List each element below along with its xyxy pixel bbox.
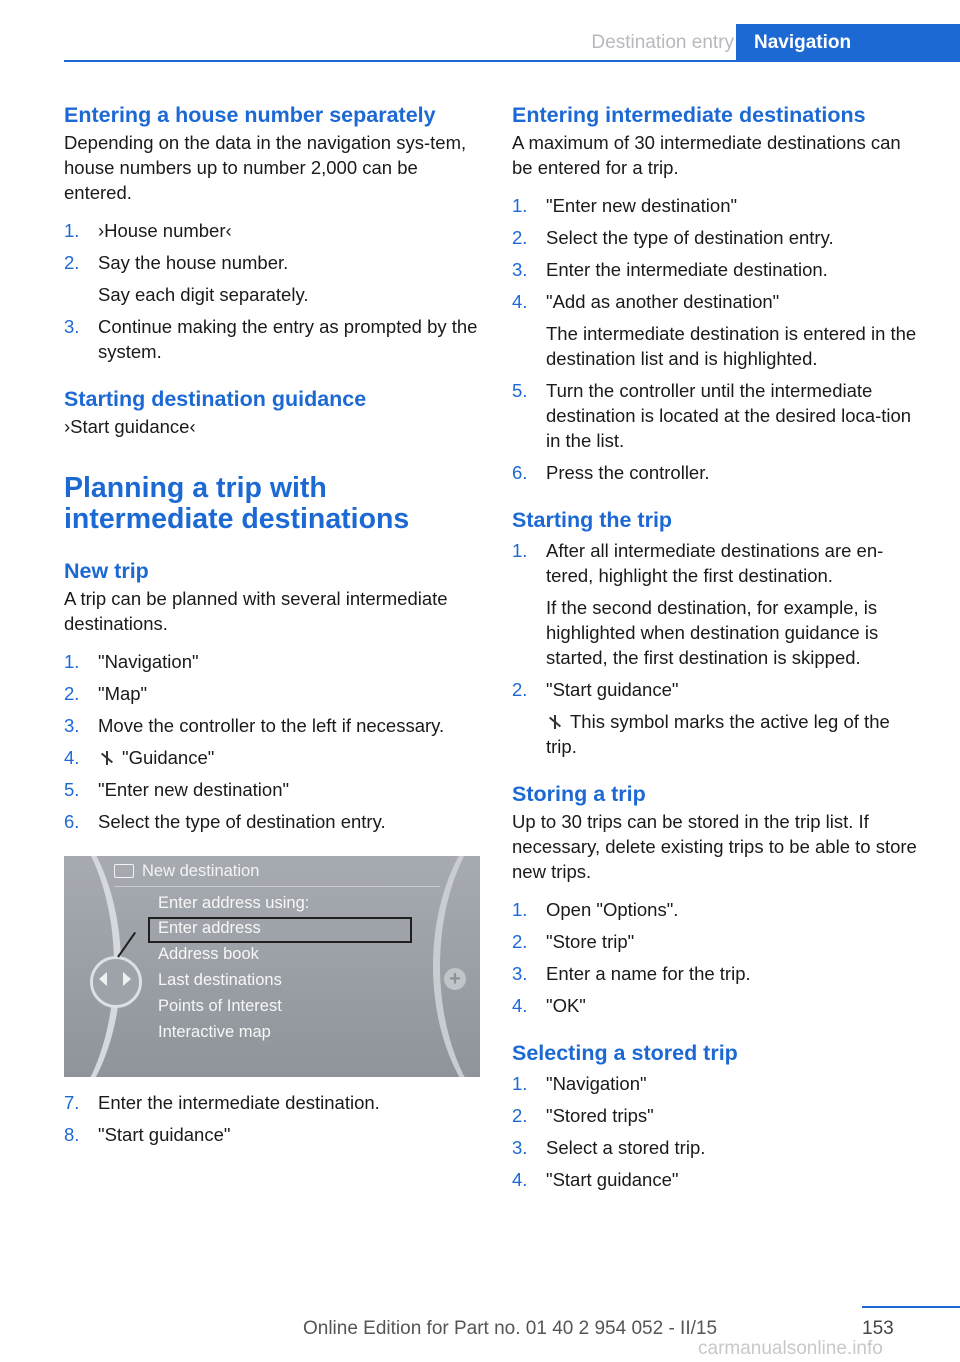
right-column xyxy=(512,100,922,1192)
plus-icon: + xyxy=(444,968,466,990)
intermediate-steps xyxy=(512,193,922,485)
header-section: Destination entry xyxy=(591,32,734,53)
storing-trip-heading: Storing a trip xyxy=(512,782,646,806)
active-leg-icon xyxy=(548,715,562,729)
screen-menu-item: Enter address xyxy=(158,919,261,937)
watermark: carmanualsonline.info xyxy=(698,1338,883,1359)
idrive-screen-image xyxy=(64,856,480,1077)
screen-menu-item: Last destinations xyxy=(158,971,282,989)
selecting-trip-steps xyxy=(512,1071,922,1192)
guidance-flag-icon xyxy=(100,751,114,765)
screen-menu-item: Address book xyxy=(158,945,259,963)
list-item: 1. ›House number‹ xyxy=(64,220,232,241)
list-item: 2. "Store trip" xyxy=(512,931,635,952)
house-number-heading: Entering a house number separately xyxy=(64,103,436,127)
header-chapter-tab: Navigation xyxy=(736,24,960,62)
list-item: 4. "Add as another destination" The intermediate destination is entered in the destination list and is highlighted. xyxy=(512,291,917,369)
list-item: 6. Press the controller. xyxy=(512,462,710,483)
list-item: 6. Select the type of destination entry. xyxy=(64,811,386,832)
storing-trip-intro: Up to 30 trips can be stored in the trip list. If necessary, delete existing trips to be able to store new trips. xyxy=(512,811,917,882)
controller-knob-icon xyxy=(90,956,142,1008)
screen-menu-item: Interactive map xyxy=(158,1023,271,1041)
list-item: 1. "Enter new destination" xyxy=(512,195,738,216)
screen-right-arc xyxy=(433,856,480,1077)
list-item: 1. "Navigation" xyxy=(512,1073,647,1094)
new-trip-intro: A trip can be planned with several intermediate destinations. xyxy=(64,588,448,634)
list-item: 3. Enter the intermediate destination. xyxy=(512,259,828,280)
page-number-rule xyxy=(862,1306,960,1308)
house-number-steps xyxy=(64,218,480,364)
screen-menu-title: New destination xyxy=(142,862,260,880)
guidance-command: ›Start guidance‹ xyxy=(64,416,196,437)
list-item: 2. "Stored trips" xyxy=(512,1105,654,1126)
list-item: 3. Select a stored trip. xyxy=(512,1137,706,1158)
screen-title-rule xyxy=(114,886,440,887)
list-item: 7. Enter the intermediate destination. xyxy=(64,1092,380,1113)
intermediate-heading: Entering intermediate destinations xyxy=(512,103,866,127)
list-item: 3. Continue making the entry as prompted by the system. xyxy=(64,316,478,362)
new-trip-heading: New trip xyxy=(64,559,149,583)
plan-trip-heading: Planning a trip with intermediate destinations xyxy=(64,472,410,535)
guidance-heading: Starting destination guidance xyxy=(64,387,367,411)
knob-right-arrow-icon xyxy=(123,972,131,986)
screen-menu-item: Enter address using: xyxy=(158,894,310,912)
list-item: 3. Move the controller to the left if necessary. xyxy=(64,715,445,736)
list-item: 1. After all intermediate destinations are en-tered, highlight the first destination. If the second destination, for example, is highlighted when destination guidance is started, the first destination is skipped. xyxy=(512,540,884,668)
footer-edition: Online Edition for Part no. 01 40 2 954 052 - II/15 xyxy=(302,1318,718,1339)
list-item: 8. "Start guidance" xyxy=(64,1124,231,1145)
new-destination-icon xyxy=(114,864,134,878)
list-item: 2. "Start guidance" This symbol marks the active leg of the trip. xyxy=(512,679,890,757)
page-number: 153 xyxy=(862,1318,894,1339)
list-item: 5. "Enter new destination" xyxy=(64,779,290,800)
starting-trip-steps xyxy=(512,538,922,759)
list-item: 4. "OK" xyxy=(512,995,586,1016)
new-trip-steps xyxy=(64,649,480,834)
list-item: 3. Enter a name for the trip. xyxy=(512,963,751,984)
list-item: 5. Turn the controller until the intermediate destination is located at the desired loca-tion in the list. xyxy=(512,380,912,451)
intermediate-intro: A maximum of 30 intermediate destinations can be entered for a trip. xyxy=(512,132,901,178)
list-item: 2. Say the house number. Say each digit separately. xyxy=(64,252,309,305)
list-item: 2. "Map" xyxy=(64,683,148,704)
storing-trip-steps xyxy=(512,897,922,1018)
starting-trip-heading: Starting the trip xyxy=(512,508,673,532)
screen-menu-item: Points of Interest xyxy=(158,997,282,1015)
new-trip-steps-continued xyxy=(64,1090,480,1147)
house-number-intro: Depending on the data in the navigation sys-tem, house numbers up to number 2,000 can be entered. xyxy=(64,132,467,203)
list-item: 4. "Guidance" xyxy=(64,747,215,768)
list-item: 4. "Start guidance" xyxy=(512,1169,679,1190)
knob-left-arrow-icon xyxy=(99,972,107,986)
list-item: 1. "Navigation" xyxy=(64,651,199,672)
list-item: 1. Open "Options". xyxy=(512,899,679,920)
left-column xyxy=(64,100,480,1147)
selecting-trip-heading: Selecting a stored trip xyxy=(512,1041,738,1065)
list-item: 2. Select the type of destination entry. xyxy=(512,227,834,248)
